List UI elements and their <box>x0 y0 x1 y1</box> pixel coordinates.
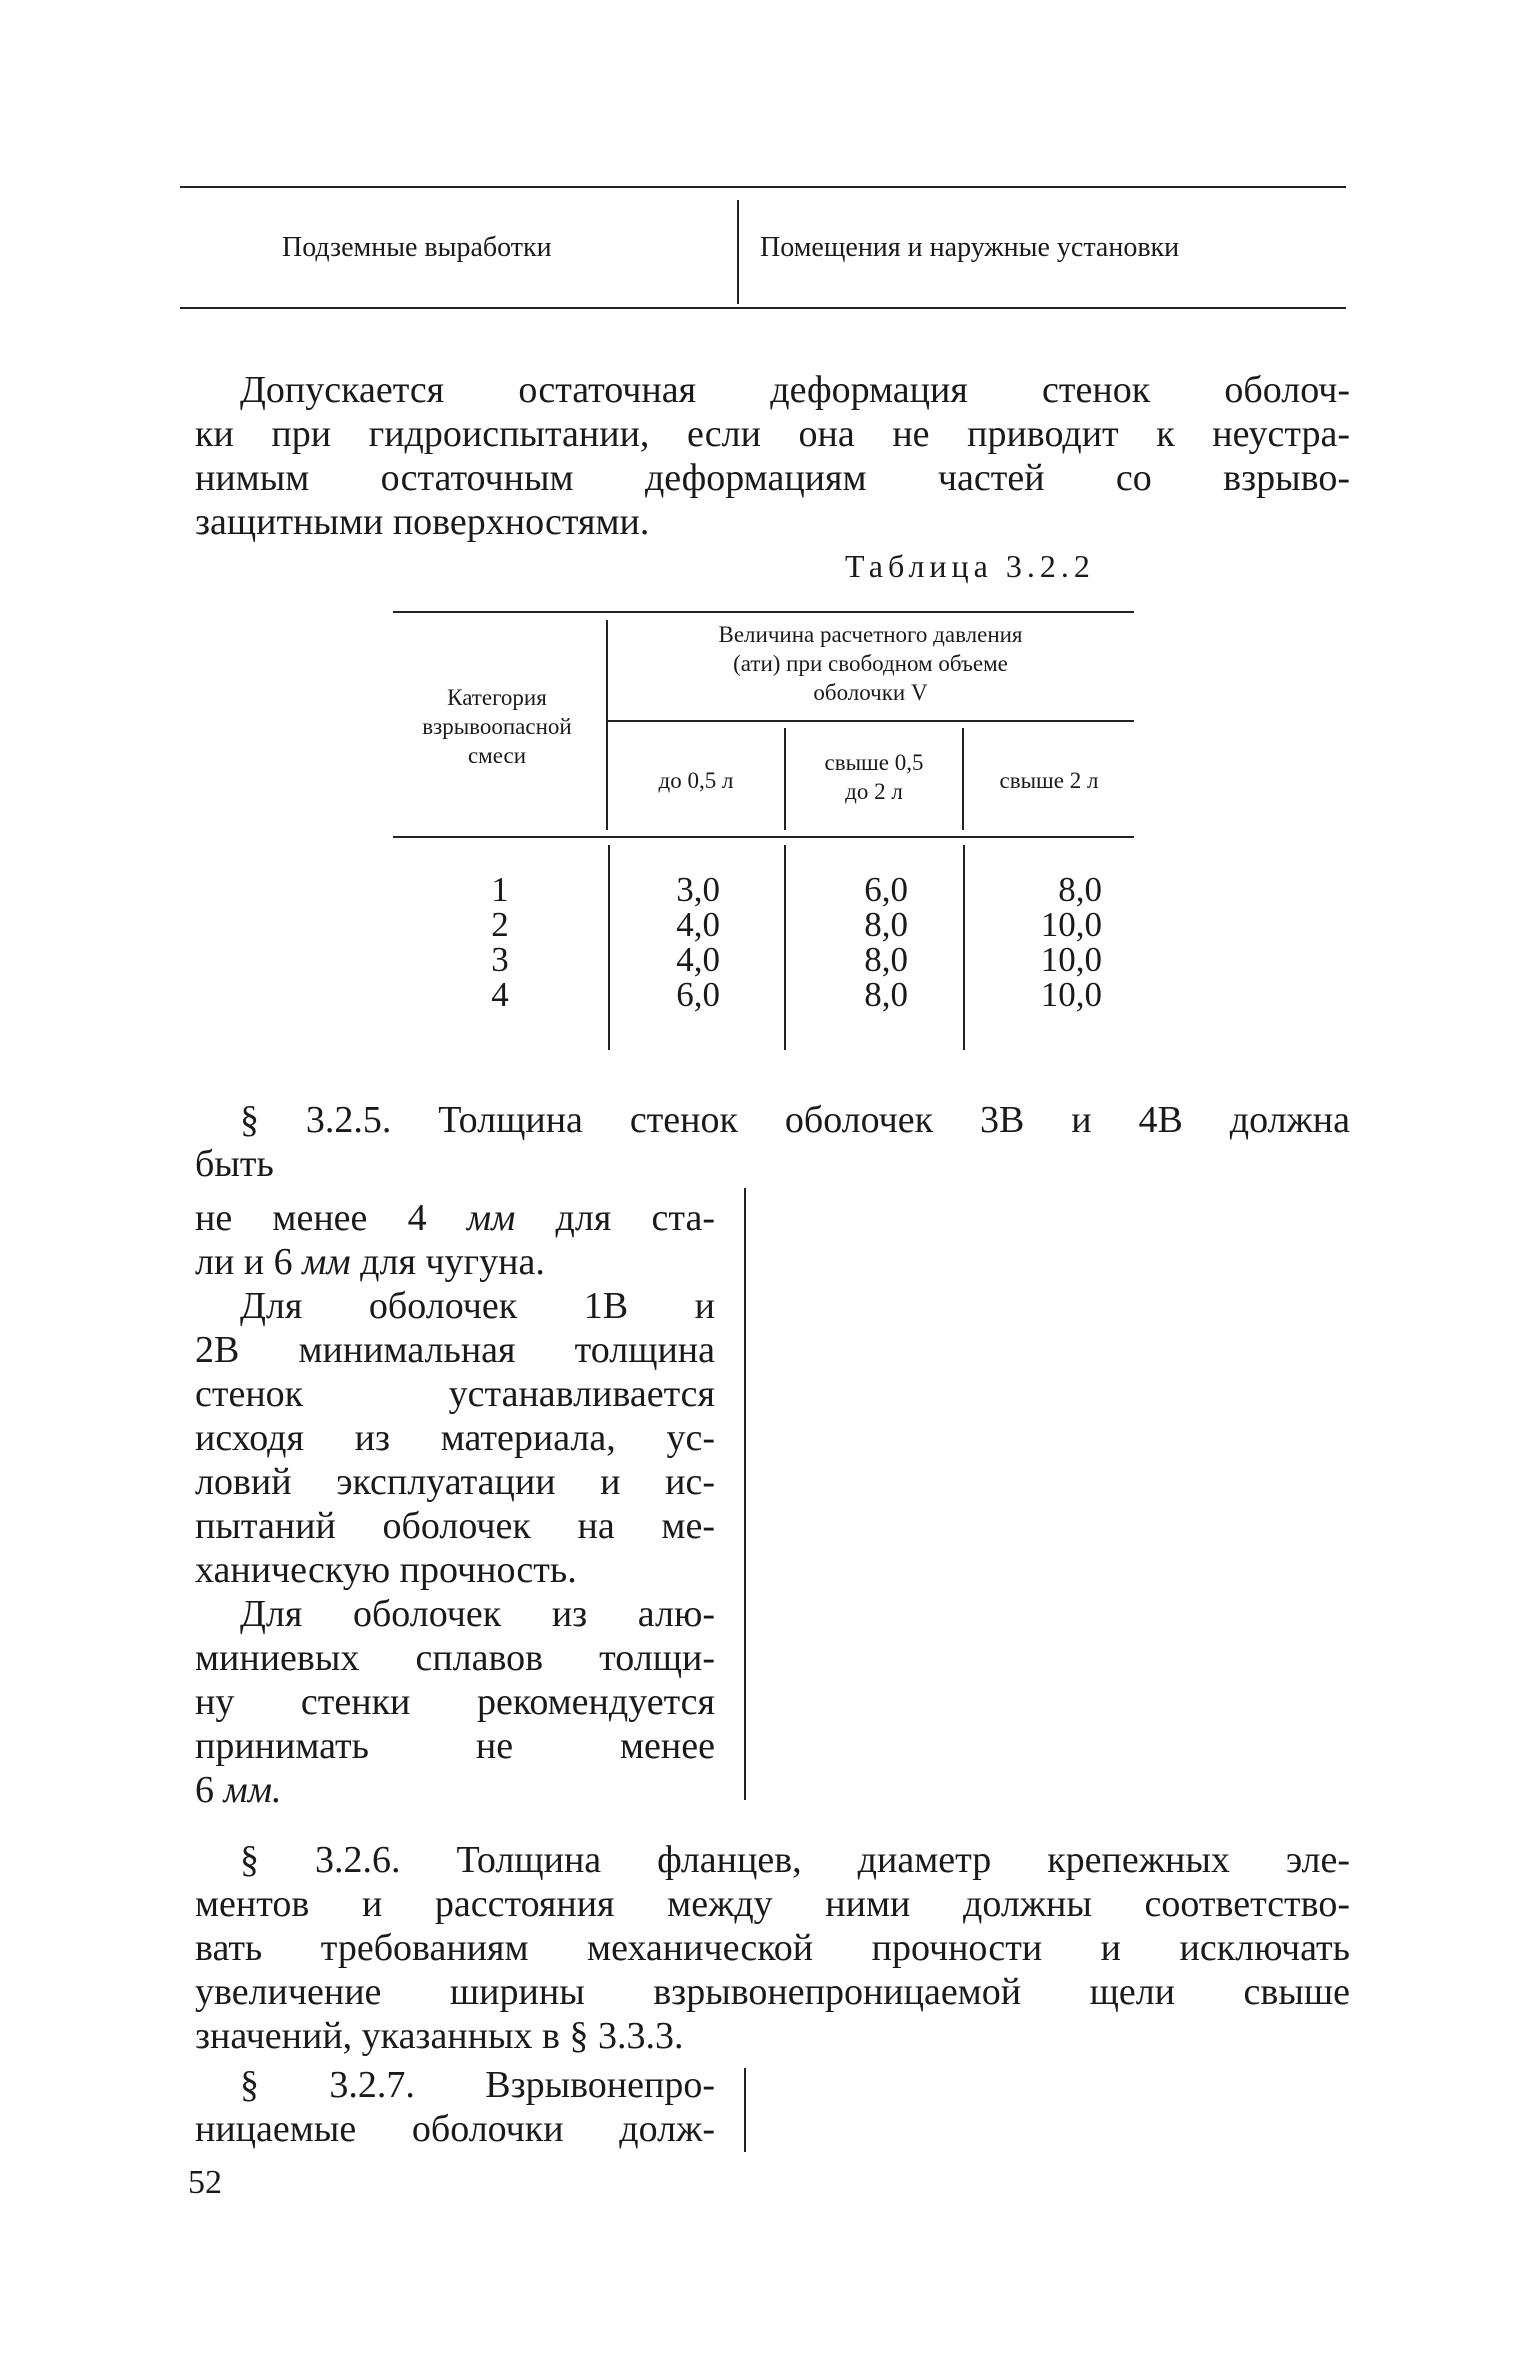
text-line <box>195 1284 715 1328</box>
text-line <box>195 1680 715 1724</box>
text-run: вать требованиям механической прочности и исключать <box>195 1927 1350 1969</box>
paragraph-3-2-7 <box>195 2063 715 2151</box>
table-cell: 10,0 <box>1040 940 1102 979</box>
text-line <box>195 1098 1350 1142</box>
text-line <box>195 1724 715 1768</box>
table-cell: 10,0 <box>1040 975 1102 1014</box>
text-run: ловий эксплуатации и ис- <box>195 1461 715 1503</box>
text-line <box>195 1372 715 1416</box>
text-run: принимать не менее <box>195 1725 715 1767</box>
text-line <box>195 1636 715 1680</box>
table-vline-2-body <box>784 845 786 1050</box>
header-pressure-line: Величина расчетного давления <box>718 622 1023 647</box>
text-run: ментов и расстояния между ними должны соответство- <box>195 1883 1350 1925</box>
column-0-5-to-2 <box>800 872 908 1012</box>
text-line <box>195 1504 715 1548</box>
text-run: ки при гидроиспытании, если она не приводит к неустра- <box>195 413 1350 455</box>
text-run: увеличение ширины взрывонепроницаемой щели свыше <box>195 1971 1350 2013</box>
column-divider-line <box>744 1188 746 1800</box>
column-categories <box>480 872 520 1012</box>
text-run: ханическую прочность. <box>195 1549 577 1591</box>
text-line <box>195 1328 715 1372</box>
text-line <box>195 1548 715 1592</box>
text-run: ницаемые оболочки долж- <box>195 2108 715 2150</box>
header-pressure <box>607 620 1134 707</box>
text-run: Допускается остаточная деформация стенок оболоч- <box>240 369 1350 411</box>
text-run: для ста- <box>515 1197 716 1239</box>
header-pressure-line: (ати) при свободном объеме <box>733 651 1008 676</box>
page-number: 52 <box>188 2164 222 2201</box>
text-run: 2В минимальная толщина <box>195 1329 715 1371</box>
table-rule-top <box>393 611 1134 613</box>
table-vline-3-body <box>963 845 965 1050</box>
top-table-col-premises: Помещения и наружные установки <box>760 232 1180 263</box>
text-run: значений, указанных в § 3.3.3. <box>195 2015 684 2057</box>
text-run: защитными поверхностями. <box>195 501 650 543</box>
subheader-0-5-to-2 <box>786 748 962 806</box>
table-cell: 10,0 <box>1040 905 1102 944</box>
text-line <box>195 368 1350 412</box>
text-line <box>195 1838 1350 1882</box>
header-pressure-line: оболочки V <box>813 680 928 705</box>
text-line <box>195 2063 715 2107</box>
header-category <box>388 683 606 770</box>
text-line <box>195 456 1350 500</box>
table-cell: 8,0 <box>864 940 908 979</box>
column-divider-line-2 <box>744 2068 746 2152</box>
paragraph-3-2-5-head <box>195 1098 1350 1186</box>
text-line <box>195 1926 1350 1970</box>
text-line <box>195 1240 715 1284</box>
table-cell: 6,0 <box>864 870 908 909</box>
unit-text: мм <box>466 1197 516 1239</box>
text-run: § 3.2.5. Толщина стенок оболочек 3В и 4В должна <box>240 1099 1350 1141</box>
top-table-rule-top <box>180 186 1346 188</box>
top-table-divider <box>737 200 739 304</box>
text-run: для чугуна. <box>350 1241 545 1283</box>
paragraph-3-2-6 <box>195 1838 1350 2058</box>
text-line <box>195 1416 715 1460</box>
unit-text: мм. <box>223 1769 282 1811</box>
table-rule-header-mid <box>607 720 1134 722</box>
column-up-to-0-5 <box>620 872 720 1012</box>
table-cell: 8,0 <box>864 975 908 1014</box>
text-run: § 3.2.7. Взрывонепро- <box>240 2064 715 2106</box>
subheader-over-2: свыше 2 л <box>999 768 1099 793</box>
text-run: Для оболочек 1В и <box>240 1285 715 1327</box>
top-table-rule-bottom <box>180 307 1346 309</box>
text-line <box>195 1768 715 1812</box>
table-cell: 1 <box>491 870 509 909</box>
paragraph-3-2-5-narrow <box>195 1196 715 1812</box>
text-run: ну стенки рекомендуется <box>195 1681 715 1723</box>
column-over-2 <box>990 872 1102 1012</box>
header-category-line: смеси <box>467 743 527 768</box>
text-run: нимым остаточным деформациям частей со взрыво- <box>195 457 1350 499</box>
subheader-line: свыше 0,5 <box>824 750 924 775</box>
text-run: пытаний оболочек на ме- <box>195 1505 715 1547</box>
text-run: § 3.2.6. Толщина фланцев, диаметр крепежных эле- <box>240 1839 1350 1881</box>
text-line <box>195 2107 715 2151</box>
text-line <box>195 1882 1350 1926</box>
unit-text: мм <box>302 1241 351 1283</box>
table-cell: 8,0 <box>864 905 908 944</box>
text-run: 6 <box>195 1769 224 1811</box>
text-run: не менее 4 <box>195 1197 467 1239</box>
top-table-col-underground: Подземные выработки <box>282 232 552 263</box>
table-cell: 4,0 <box>676 940 720 979</box>
text-run: быть <box>195 1143 274 1185</box>
text-line <box>195 1970 1350 2014</box>
text-line <box>195 1142 1350 1186</box>
table-cell: 6,0 <box>676 975 720 1014</box>
subheader-line: до 2 л <box>845 779 903 804</box>
text-line <box>195 1592 715 1636</box>
table-cell: 4,0 <box>676 905 720 944</box>
text-line <box>195 1460 715 1504</box>
table-rule-header-bottom <box>393 836 1134 838</box>
header-category-line: взрывоопасной <box>422 714 572 739</box>
table-cell: 3 <box>491 940 509 979</box>
text-line <box>195 2014 1350 2058</box>
table-cell: 2 <box>491 905 509 944</box>
subheader-up-to-0-5: до 0,5 л <box>658 768 734 793</box>
text-run: Для оболочек из алю- <box>240 1593 715 1635</box>
table-vline-1-body <box>608 845 610 1050</box>
table-caption: Таблица 3.2.2 <box>845 548 1095 584</box>
table-cell: 8,0 <box>1058 870 1102 909</box>
paragraph-intro <box>195 368 1350 544</box>
text-line <box>195 500 1350 544</box>
text-run: ли и 6 <box>195 1241 303 1283</box>
text-run: стенок устанавливается <box>195 1373 715 1415</box>
text-run: миниевых сплавов толщи- <box>195 1637 715 1679</box>
table-cell: 4 <box>491 975 509 1014</box>
table-cell: 3,0 <box>676 870 720 909</box>
text-line <box>195 412 1350 456</box>
text-line <box>195 1196 715 1240</box>
text-run: исходя из материала, ус- <box>195 1417 715 1459</box>
header-category-line: Категория <box>447 685 547 710</box>
